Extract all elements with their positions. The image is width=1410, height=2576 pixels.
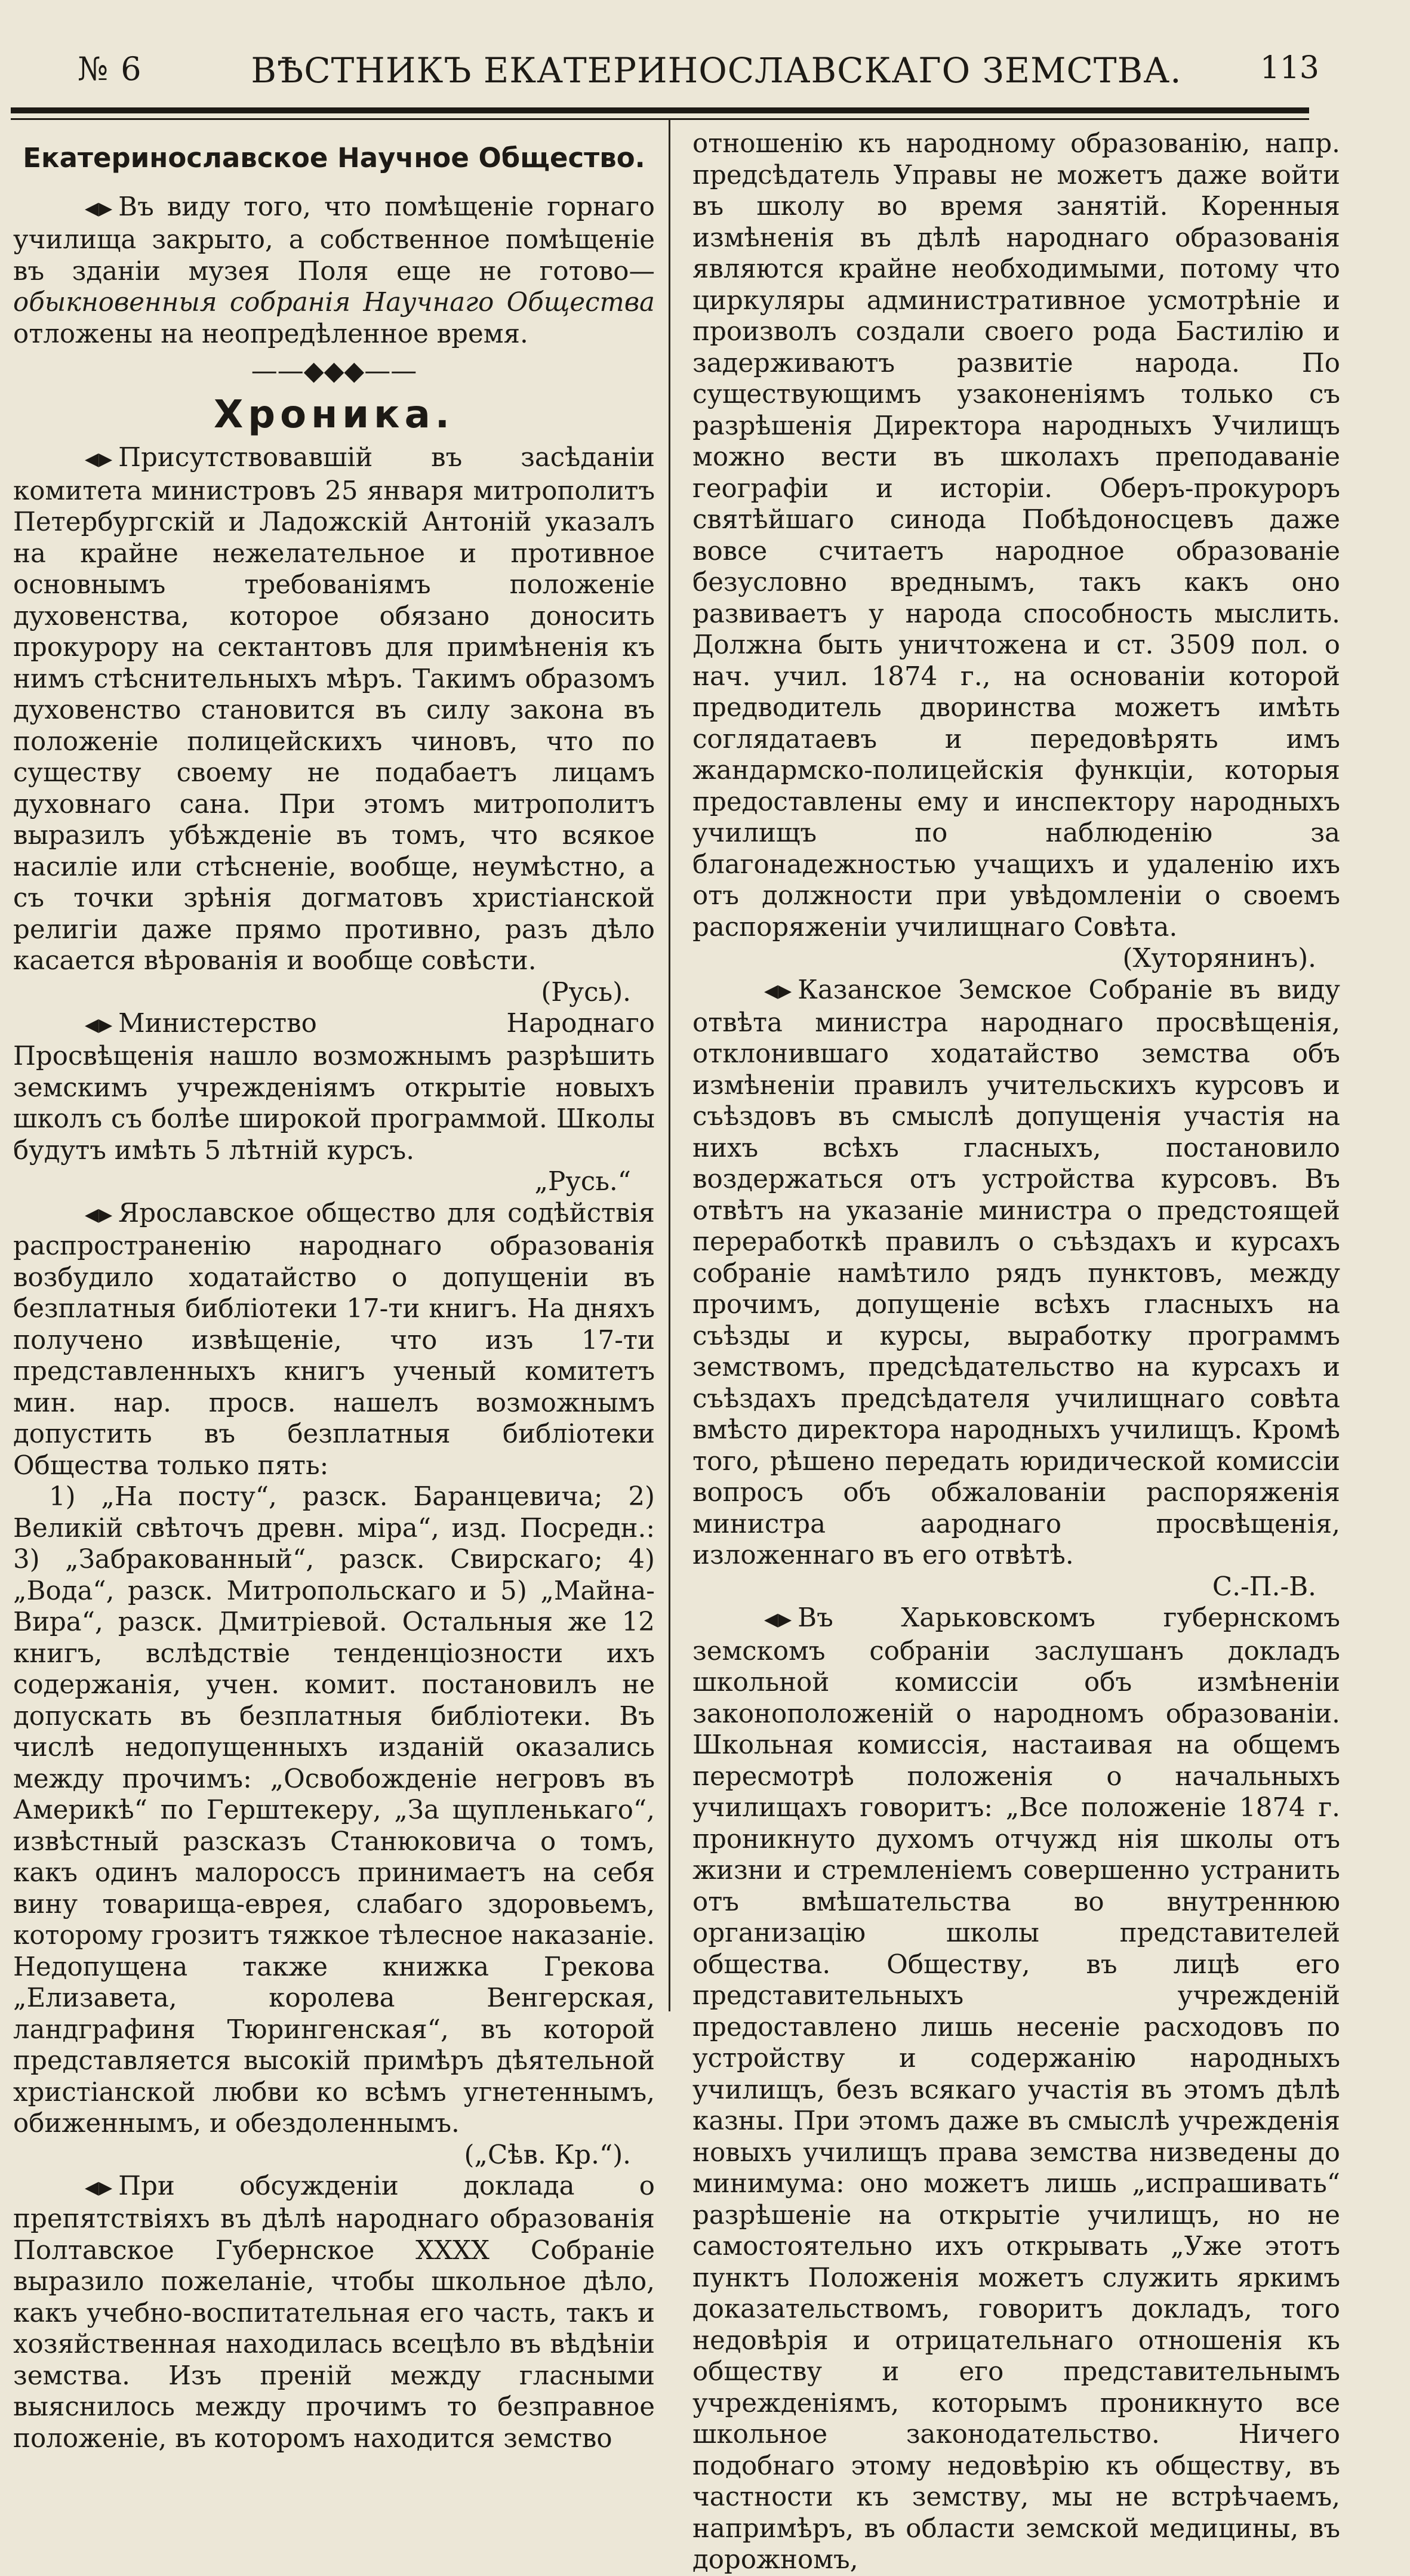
double-arrow-icon: ◀▶ bbox=[85, 198, 113, 219]
double-arrow-icon: ◀▶ bbox=[85, 1014, 113, 1036]
double-arrow-icon: ◀▶ bbox=[85, 2177, 113, 2198]
double-arrow-icon: ◀▶ bbox=[764, 981, 792, 1002]
header-rule-thick bbox=[11, 107, 1309, 113]
source-credit: „Русь.“ bbox=[534, 1167, 631, 1197]
column-divider bbox=[669, 119, 670, 2011]
source-credit: („Сѣв. Кр.“). bbox=[464, 2140, 631, 2170]
masthead-title: ВѢСТНИКЪ ЕКАТЕРИНОСЛАВСКАГО ЗЕМСТВА. bbox=[251, 50, 1182, 91]
news-item-3: ◀▶ Ярославское общество для содѣйствія распространенію народнаго образованія возбудило ходатайство о допущеніи въ безплатныя библіотеки 17-ти книгъ. На дняхъ получено извѣщеніе, что изъ 17-ти представленныхъ книгъ ученый комитетъ мин. нар. просв. нашелъ возможнымъ допустить въ безплатныя библіотеки Общества только пять: bbox=[13, 1198, 655, 1481]
double-arrow-icon: ◀▶ bbox=[764, 1609, 792, 1630]
header-rule-thin bbox=[11, 118, 1309, 120]
news-item-1: ◀▶ Присутствовавшій въ засѣданіи комитета министровъ 25 января митрополитъ Петербургскій и Ладожскій Антоній указалъ на крайне нежелательное и противное основнымъ требованіямъ положеніе духовенства, которое обязано доносить прокурору на сектантовъ для примѣненія къ нимъ стѣснительныхъ мѣръ. Такимъ образомъ духовенство становится въ силу закона въ положеніе полицейскихъ чиновъ, что по существу своему не подабаетъ лицамъ духовнаго сана. При этомъ митрополитъ выразилъ убѣжденіе въ томъ, что всякое насиліе или стѣсненіе, вообще, неумѣстно, а съ точки зрѣнія догматовъ христіанской религіи даже прямо противно, разъ дѣло касается вѣрованія и вообще совѣсти. (Русь). bbox=[13, 443, 655, 1007]
source-credit: С.-П.-В. bbox=[1212, 1572, 1316, 1602]
right-column bbox=[692, 128, 1340, 2575]
fleuron-divider-icon: ——◆◆◆—— bbox=[251, 356, 417, 387]
news-item-6: ◀▶ Въ Харьковскомъ губернскомъ земскомъ собраніи заслушанъ докладъ школьной комиссіи объ измѣненіи законоположеній о народномъ образованіи. Школьная комиссія, настаивая на общемъ пересмотрѣ положенія о начальныхъ училищахъ говоритъ: „Все положеніе 1874 г. проникнуто духомъ отчужд нія школы отъ жизни и стремленіемъ совершенно устранить отъ вмѣшательства во внутреннюю организацію школы представителей общества. Обществу, въ лицѣ его представительныхъ учрежденій предоставлено лишь несеніе расходовъ по устройству и содержанію народныхъ училищъ, безъ всякаго участія въ этомъ дѣлѣ казны. При этомъ даже въ смыслѣ учрежденія новыхъ училищъ права земства низведены до минимума: оно можетъ лишь „испрашивать“ разрѣшеніе на открытіе училищъ, но не самостоятельно ихъ открывать „Уже этотъ пунктъ Положенія можетъ служить яркимъ доказательствомъ, говоритъ докладъ, того недовѣрія и отрицательнаго отношенія къ обществу и его представительнымъ учрежденіямъ, которымъ проникнуто все школьное законодательство. Ничего подобнаго этому недовѣрію къ обществу, въ частности къ земству, мы не встрѣчаемъ, напримѣръ, въ области земской медицины, въ дорожномъ, bbox=[692, 1603, 1340, 2575]
news-item-3-book-list: 1) „На посту“, разск. Баранцевича; 2) Великій свѣточъ древн. міра“, изд. Посредн.: 3) „Забракованный“, разск. Свирскаго; 4) „Вода“, разск. Митропольскаго и 5) „Майна-Вира“, разск. Дмитріевой. Остальныя же 12 книгъ, вслѣдствіе тенденціозности ихъ содержанія, учен. комит. постановилъ не допускать въ безплатныя библіотеки. Въ числѣ недопущенныхъ изданій оказались между прочимъ: „Освобожденіе негровъ въ Америкѣ“ по Герштекеру, „За щупленькаго“, извѣстный разсказъ Станюковича о томъ, какъ одинъ малороссъ принимаетъ на себя вину товарища-еврея, слабаго здоровьемъ, которому грозитъ тяжкое тѣлесное наказаніе. Недопущена также книжка Грекова „Елизавета, королева Венгерская, ландграфиня Тюрингенская“, въ которой представляется высокій примѣръ дѣятельной христіанской любви ко всѣмъ угнетеннымъ, обиженнымъ, и обездоленнымъ. („Сѣв. Кр.“). bbox=[13, 1482, 655, 2170]
news-item-4: ◀▶ При обсужденіи доклада о препятствіяхъ въ дѣлѣ народнаго образованія Полтавское Губернское XXXX Собраніе выразило пожеланіе, чтобы школьное дѣло, какъ учебно-воспитательная его часть, такъ и хозяйственная находилась всецѣло въ вѣдѣніи земства. Изъ преній между гласными выяснилось между прочимъ то безправное положеніе, въ которомъ находится земство bbox=[13, 2171, 655, 2454]
chronicle-title: Хроника. bbox=[213, 392, 455, 437]
society-notice: ◀▶ Въ виду того, что помѣщеніе горнаго училища закрыто, а собственное помѣщеніе въ зданіи музея Поля еще не готово—обыкновенныя собранія Научнаго Общества отложены на неопредѣленное время. bbox=[13, 192, 655, 349]
page-number: 113 bbox=[1260, 50, 1319, 86]
news-item-4-continued: отношенію къ народному образованію, напр. предсѣдатель Управы не можетъ даже войти въ школу во время занятій. Коренныя измѣненія въ дѣлѣ народнаго образованія являются крайне необходимыми, потому что циркуляры административное усмотрѣніе и произволъ создали своего рода Бастилію и задерживаютъ развитіе народа. По существующимъ узаконеніямъ только съ разрѣшенія Директора народныхъ Училищъ можно вести въ школахъ преподаваніе географіи и исторіи. Оберъ-прокуроръ святѣйшаго синода Побѣдоносцевъ даже вовсе считаетъ народное образованіе безусловно вреднымъ, такъ какъ оно развиваетъ у народа способность мыслить. Должна быть уничтожена и ст. 3509 пол. о нач. учил. 1874 г., на основаніи которой предводитель дворинства можетъ имѣть соглядатаевъ и передовѣрять имъ жандармско-полицейскія функціи, которыя предоставлены ему и инспектору народныхъ училищъ по наблюденію за благонадежностью учащихъ и удаленію ихъ отъ должности при увѣдомленіи о своемъ распоряженіи училищнаго Совѣта. (Хуторянинъ). bbox=[692, 129, 1340, 973]
news-item-5: ◀▶ Казанское Земское Собраніе въ виду отвѣта министра народнаго просвѣщенія, отклонившаго ходатайство земства объ измѣненіи правилъ учительскихъ курсовъ и съѣздовъ въ смыслѣ допущенія участія на нихъ всѣхъ гласныхъ, постановило воздержаться отъ устройства курсовъ. Въ отвѣтъ на указаніе министра о предстоящей переработкѣ правилъ о съѣздахъ и курсахъ собраніе намѣтило рядъ пунктовъ, между прочимъ, допущеніе всѣхъ гласныхъ на съѣзды и курсы, выработку программъ земствомъ, предсѣдательство на курсахъ и съѣздахъ предсѣдателя училищнаго совѣта вмѣсто директора народныхъ училищъ. Кромѣ того, рѣшено передать юридической комиссіи вопросъ объ обжалованіи распоряженія министра аароднаго просвѣщенія, изложеннаго въ его отвѣтѣ. С.-П.-В. bbox=[692, 975, 1340, 1602]
double-arrow-icon: ◀▶ bbox=[85, 1204, 113, 1225]
page-header bbox=[72, 42, 1331, 101]
italic-phrase: обыкновенныя собранія Научнаго Общества bbox=[13, 288, 655, 318]
source-credit: (Хуторянинъ). bbox=[1122, 944, 1316, 973]
section-title-scientific-society: Екатеринославское Научное Общество. bbox=[23, 142, 645, 174]
source-credit: (Русь). bbox=[541, 977, 631, 1007]
news-item-2: ◀▶ Министерство Народнаго Просвѣщенія нашло возможнымъ разрѣшить земскимъ учрежденіямъ открытіе новыхъ школъ съ болѣе широкой программой. Школы будутъ имѣть 5 лѣтній курсъ. „Русь.“ bbox=[13, 1009, 655, 1197]
issue-number: № 6 bbox=[78, 50, 143, 88]
double-arrow-icon: ◀▶ bbox=[85, 449, 113, 470]
left-column bbox=[13, 128, 655, 2454]
